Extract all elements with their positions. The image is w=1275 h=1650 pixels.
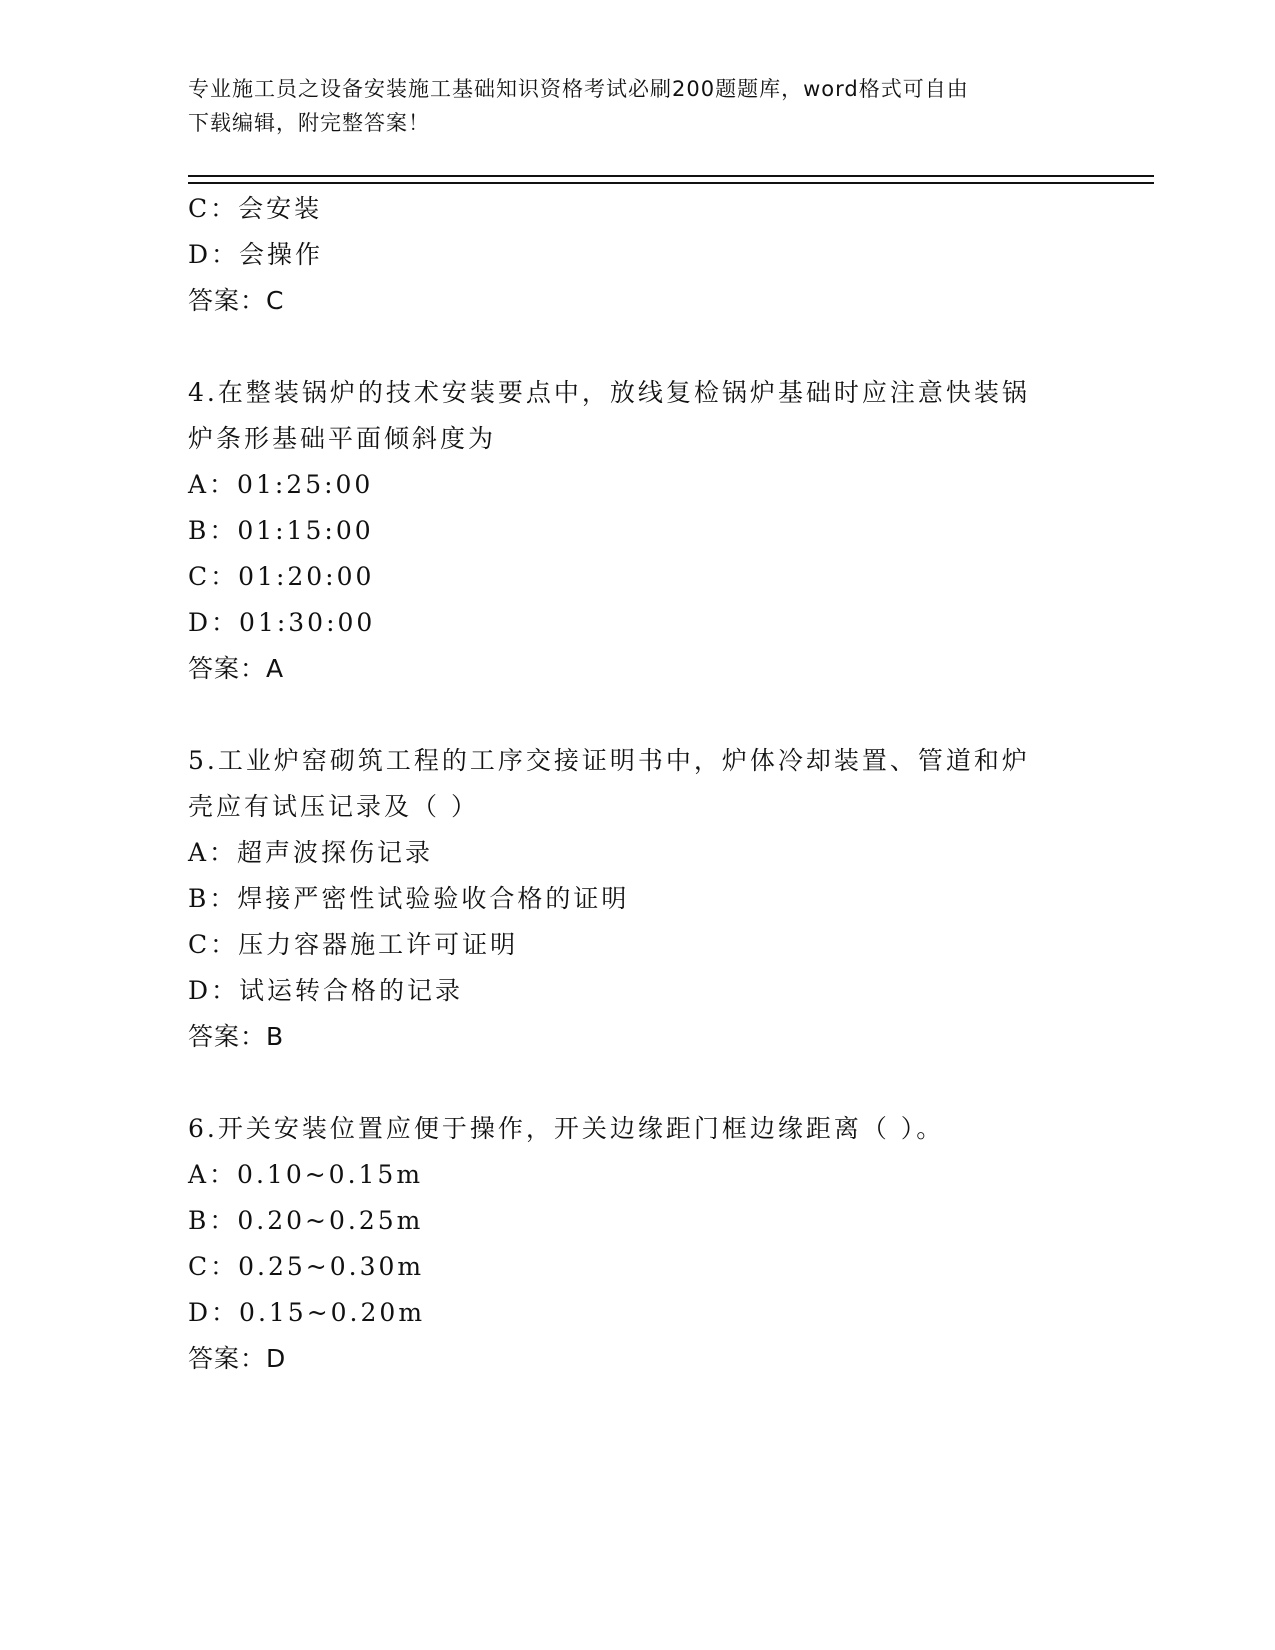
answer-line: 答案：B [188,1022,285,1051]
header-title-line-1: 专业施工员之设备安装施工基础知识资格考试必刷200题题库，word格式可自由 [188,77,969,101]
question-stem-line-2: 炉条形基础平面倾斜度为 [188,424,497,453]
question-3 [188,186,1088,324]
option-c: C：会安装 [188,194,323,223]
question-6 [188,1106,1088,1382]
header-divider-top [188,175,1154,177]
option-d: D：试运转合格的记录 [188,976,464,1005]
spacer [188,692,1088,738]
option-c: C：0.25~0.30m [188,1252,425,1281]
question-stem-line-1: 5.工业炉窑砌筑工程的工序交接证明书中，炉体冷却装置、管道和炉 [188,746,1030,775]
answer-line: 答案：D [188,1344,287,1373]
header-title-line-2: 下载编辑，附完整答案！ [188,111,430,135]
spacer [188,1060,1088,1106]
question-stem-line-1: 6.开关安装位置应便于操作，开关边缘距门框边缘距离（ ）。 [188,1114,945,1143]
header-divider-bottom [188,182,1154,184]
option-a: A：超声波探伤记录 [188,838,434,867]
question-stem-line-2: 壳应有试压记录及（ ） [188,792,479,821]
answer-line: 答案：C [188,286,285,315]
option-b: B：焊接严密性试验验收合格的证明 [188,884,630,913]
question-stem-line-1: 4.在整装锅炉的技术安装要点中，放线复检锅炉基础时应注意快装锅 [188,378,1030,407]
option-d: D：0.15~0.20m [188,1298,426,1327]
spacer [188,324,1088,370]
question-5 [188,738,1088,1060]
option-b: B：0.20~0.25m [188,1206,424,1235]
document-header [188,72,1068,140]
option-a: A：01:25:00 [188,470,374,499]
option-b: B：01:15:00 [188,516,374,545]
question-list [188,186,1088,1382]
option-d: D：会操作 [188,240,324,269]
answer-line: 答案：A [188,654,285,683]
option-c: C：01:20:00 [188,562,375,591]
option-d: D：01:30:00 [188,608,376,637]
option-c: C：压力容器施工许可证明 [188,930,519,959]
question-4 [188,370,1088,692]
option-a: A：0.10~0.15m [188,1160,424,1189]
